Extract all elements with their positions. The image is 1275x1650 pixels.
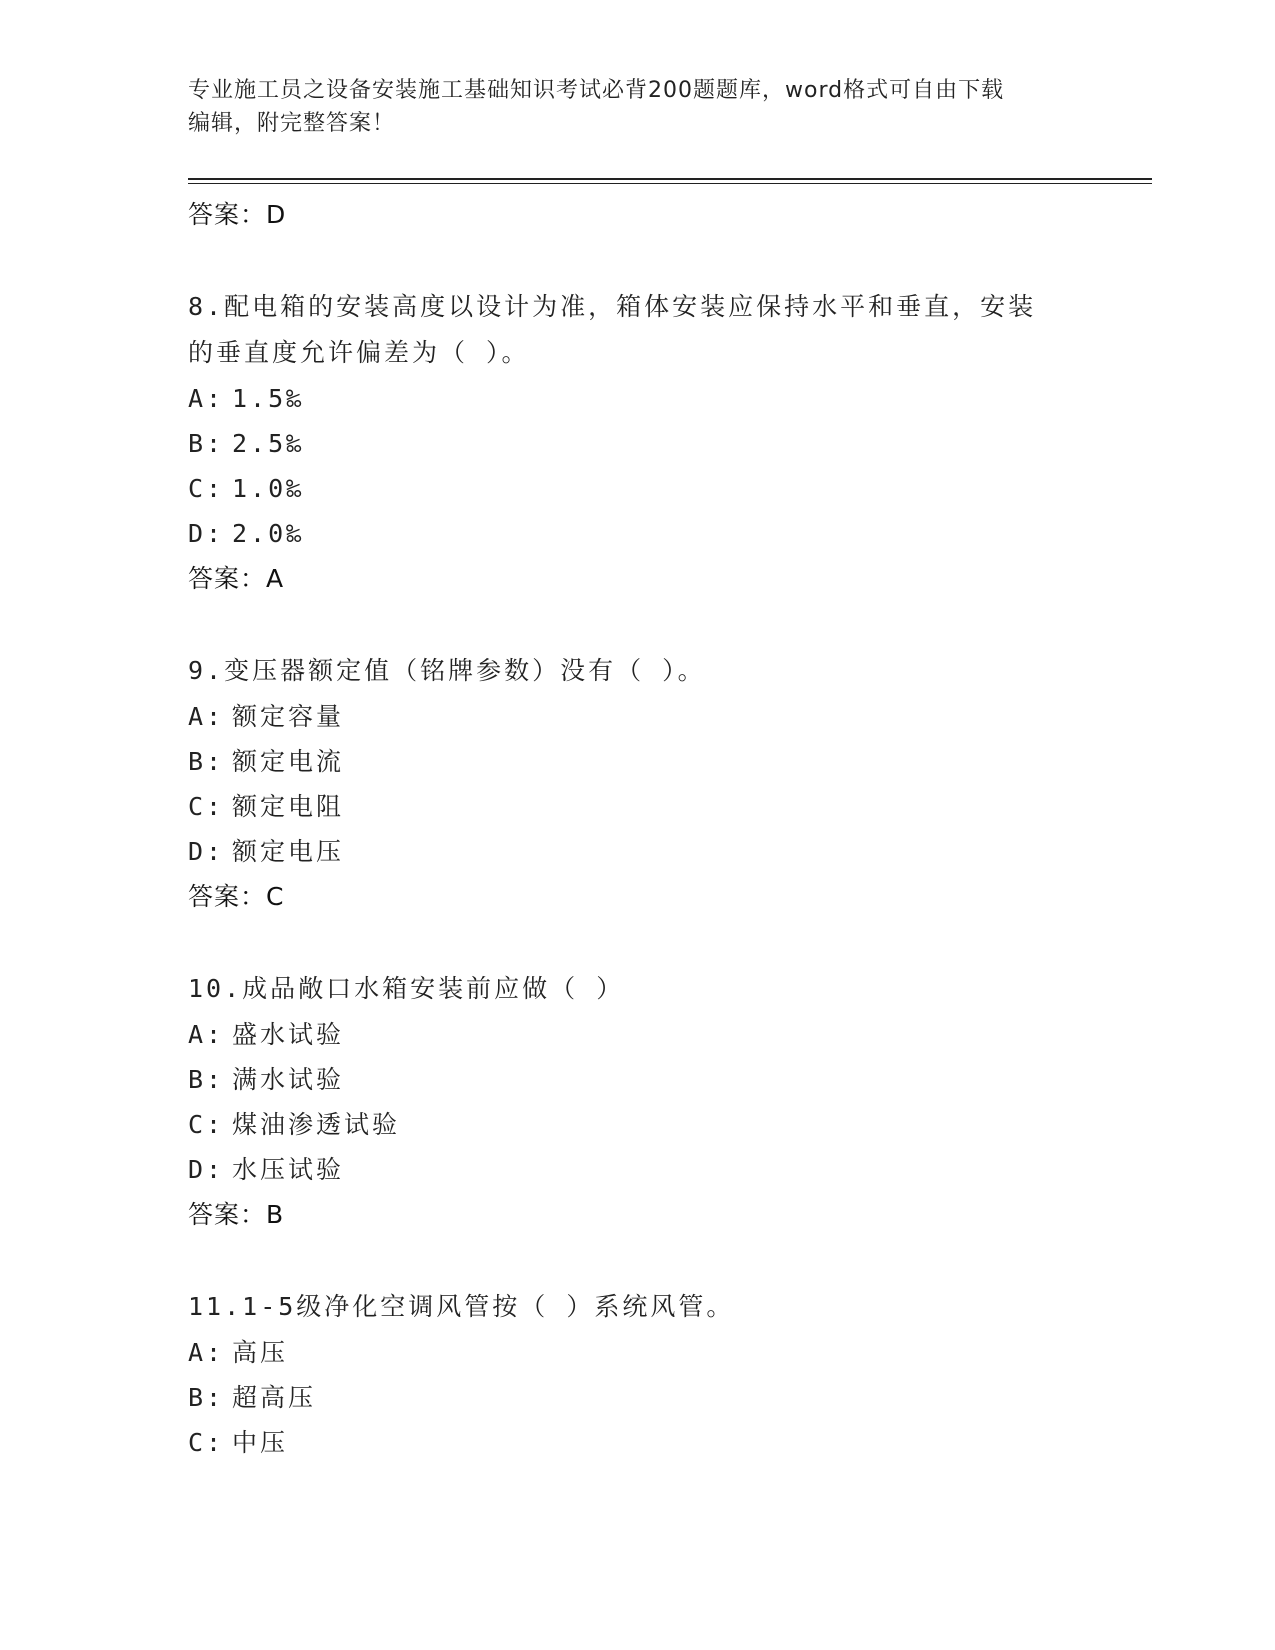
option-a — [188, 376, 1088, 421]
option-text: 2.0‰ — [232, 519, 305, 548]
option-letter: B: — [188, 747, 225, 776]
option-d — [188, 1147, 1088, 1192]
option-letter: C: — [188, 1110, 225, 1139]
option-d — [188, 511, 1088, 556]
question-block — [188, 284, 1088, 602]
option-c — [188, 466, 1088, 511]
option-letter: A: — [188, 1020, 225, 1049]
option-b — [188, 1057, 1088, 1102]
option-letter: D: — [188, 1155, 225, 1184]
question-block — [188, 966, 1088, 1238]
option-c — [188, 1102, 1088, 1147]
answer-line: 答案：A — [188, 564, 285, 593]
question-text: 10.成品敞口水箱安装前应做（ ） — [188, 974, 625, 1003]
option-letter: A: — [188, 1338, 225, 1367]
option-letter: C: — [188, 1428, 225, 1457]
option-letter: A: — [188, 702, 225, 731]
option-text: 1.5‰ — [232, 384, 305, 413]
option-b — [188, 421, 1088, 466]
header-divider — [188, 178, 1152, 184]
document-header — [188, 74, 1068, 140]
option-text: 额定电压 — [232, 837, 345, 866]
option-text: 中压 — [232, 1428, 289, 1457]
option-text: 盛水试验 — [232, 1020, 345, 1049]
option-letter: C: — [188, 474, 225, 503]
option-text: 额定容量 — [232, 702, 345, 731]
question-text: 8.配电箱的安装高度以设计为准，箱体安装应保持水平和垂直，安装 — [188, 292, 1037, 321]
header-title-line-2: 编辑，附完整答案！ — [188, 111, 396, 136]
option-a — [188, 1330, 1088, 1375]
question-text-continued: 的垂直度允许偏差为（ ）。 — [188, 338, 530, 367]
spacer — [188, 238, 1088, 284]
option-letter: A: — [188, 384, 225, 413]
option-text: 超高压 — [232, 1383, 317, 1412]
option-text: 煤油渗透试验 — [232, 1110, 401, 1139]
option-letter: D: — [188, 519, 225, 548]
option-text: 水压试验 — [232, 1155, 345, 1184]
option-text: 2.5‰ — [232, 429, 305, 458]
option-b — [188, 739, 1088, 784]
spacer — [188, 920, 1088, 966]
option-b — [188, 1375, 1088, 1420]
question-list — [188, 192, 1088, 1465]
spacer — [188, 1238, 1088, 1284]
option-text: 额定电流 — [232, 747, 345, 776]
spacer — [188, 602, 1088, 648]
option-a — [188, 694, 1088, 739]
option-text: 额定电阻 — [232, 792, 345, 821]
option-d — [188, 829, 1088, 874]
option-letter: D: — [188, 837, 225, 866]
option-text: 满水试验 — [232, 1065, 345, 1094]
question-block — [188, 1284, 1088, 1465]
option-a — [188, 1012, 1088, 1057]
option-c — [188, 1420, 1088, 1465]
option-text: 高压 — [232, 1338, 289, 1367]
answer-line: 答案：B — [188, 1200, 285, 1229]
option-letter: C: — [188, 792, 225, 821]
option-letter: B: — [188, 1065, 225, 1094]
option-c — [188, 784, 1088, 829]
option-letter: B: — [188, 1383, 225, 1412]
answer-line: 答案：D — [188, 200, 287, 229]
header-title-line-1: 专业施工员之设备安装施工基础知识考试必背200题题库，word格式可自由下载 — [188, 78, 1005, 103]
question-text: 11.1-5级净化空调风管按（ ）系统风管。 — [188, 1292, 735, 1321]
question-text: 9.变压器额定值（铭牌参数）没有（ ）。 — [188, 656, 706, 685]
option-text: 1.0‰ — [232, 474, 305, 503]
answer-line: 答案：C — [188, 882, 285, 911]
option-letter: B: — [188, 429, 225, 458]
question-block — [188, 648, 1088, 920]
